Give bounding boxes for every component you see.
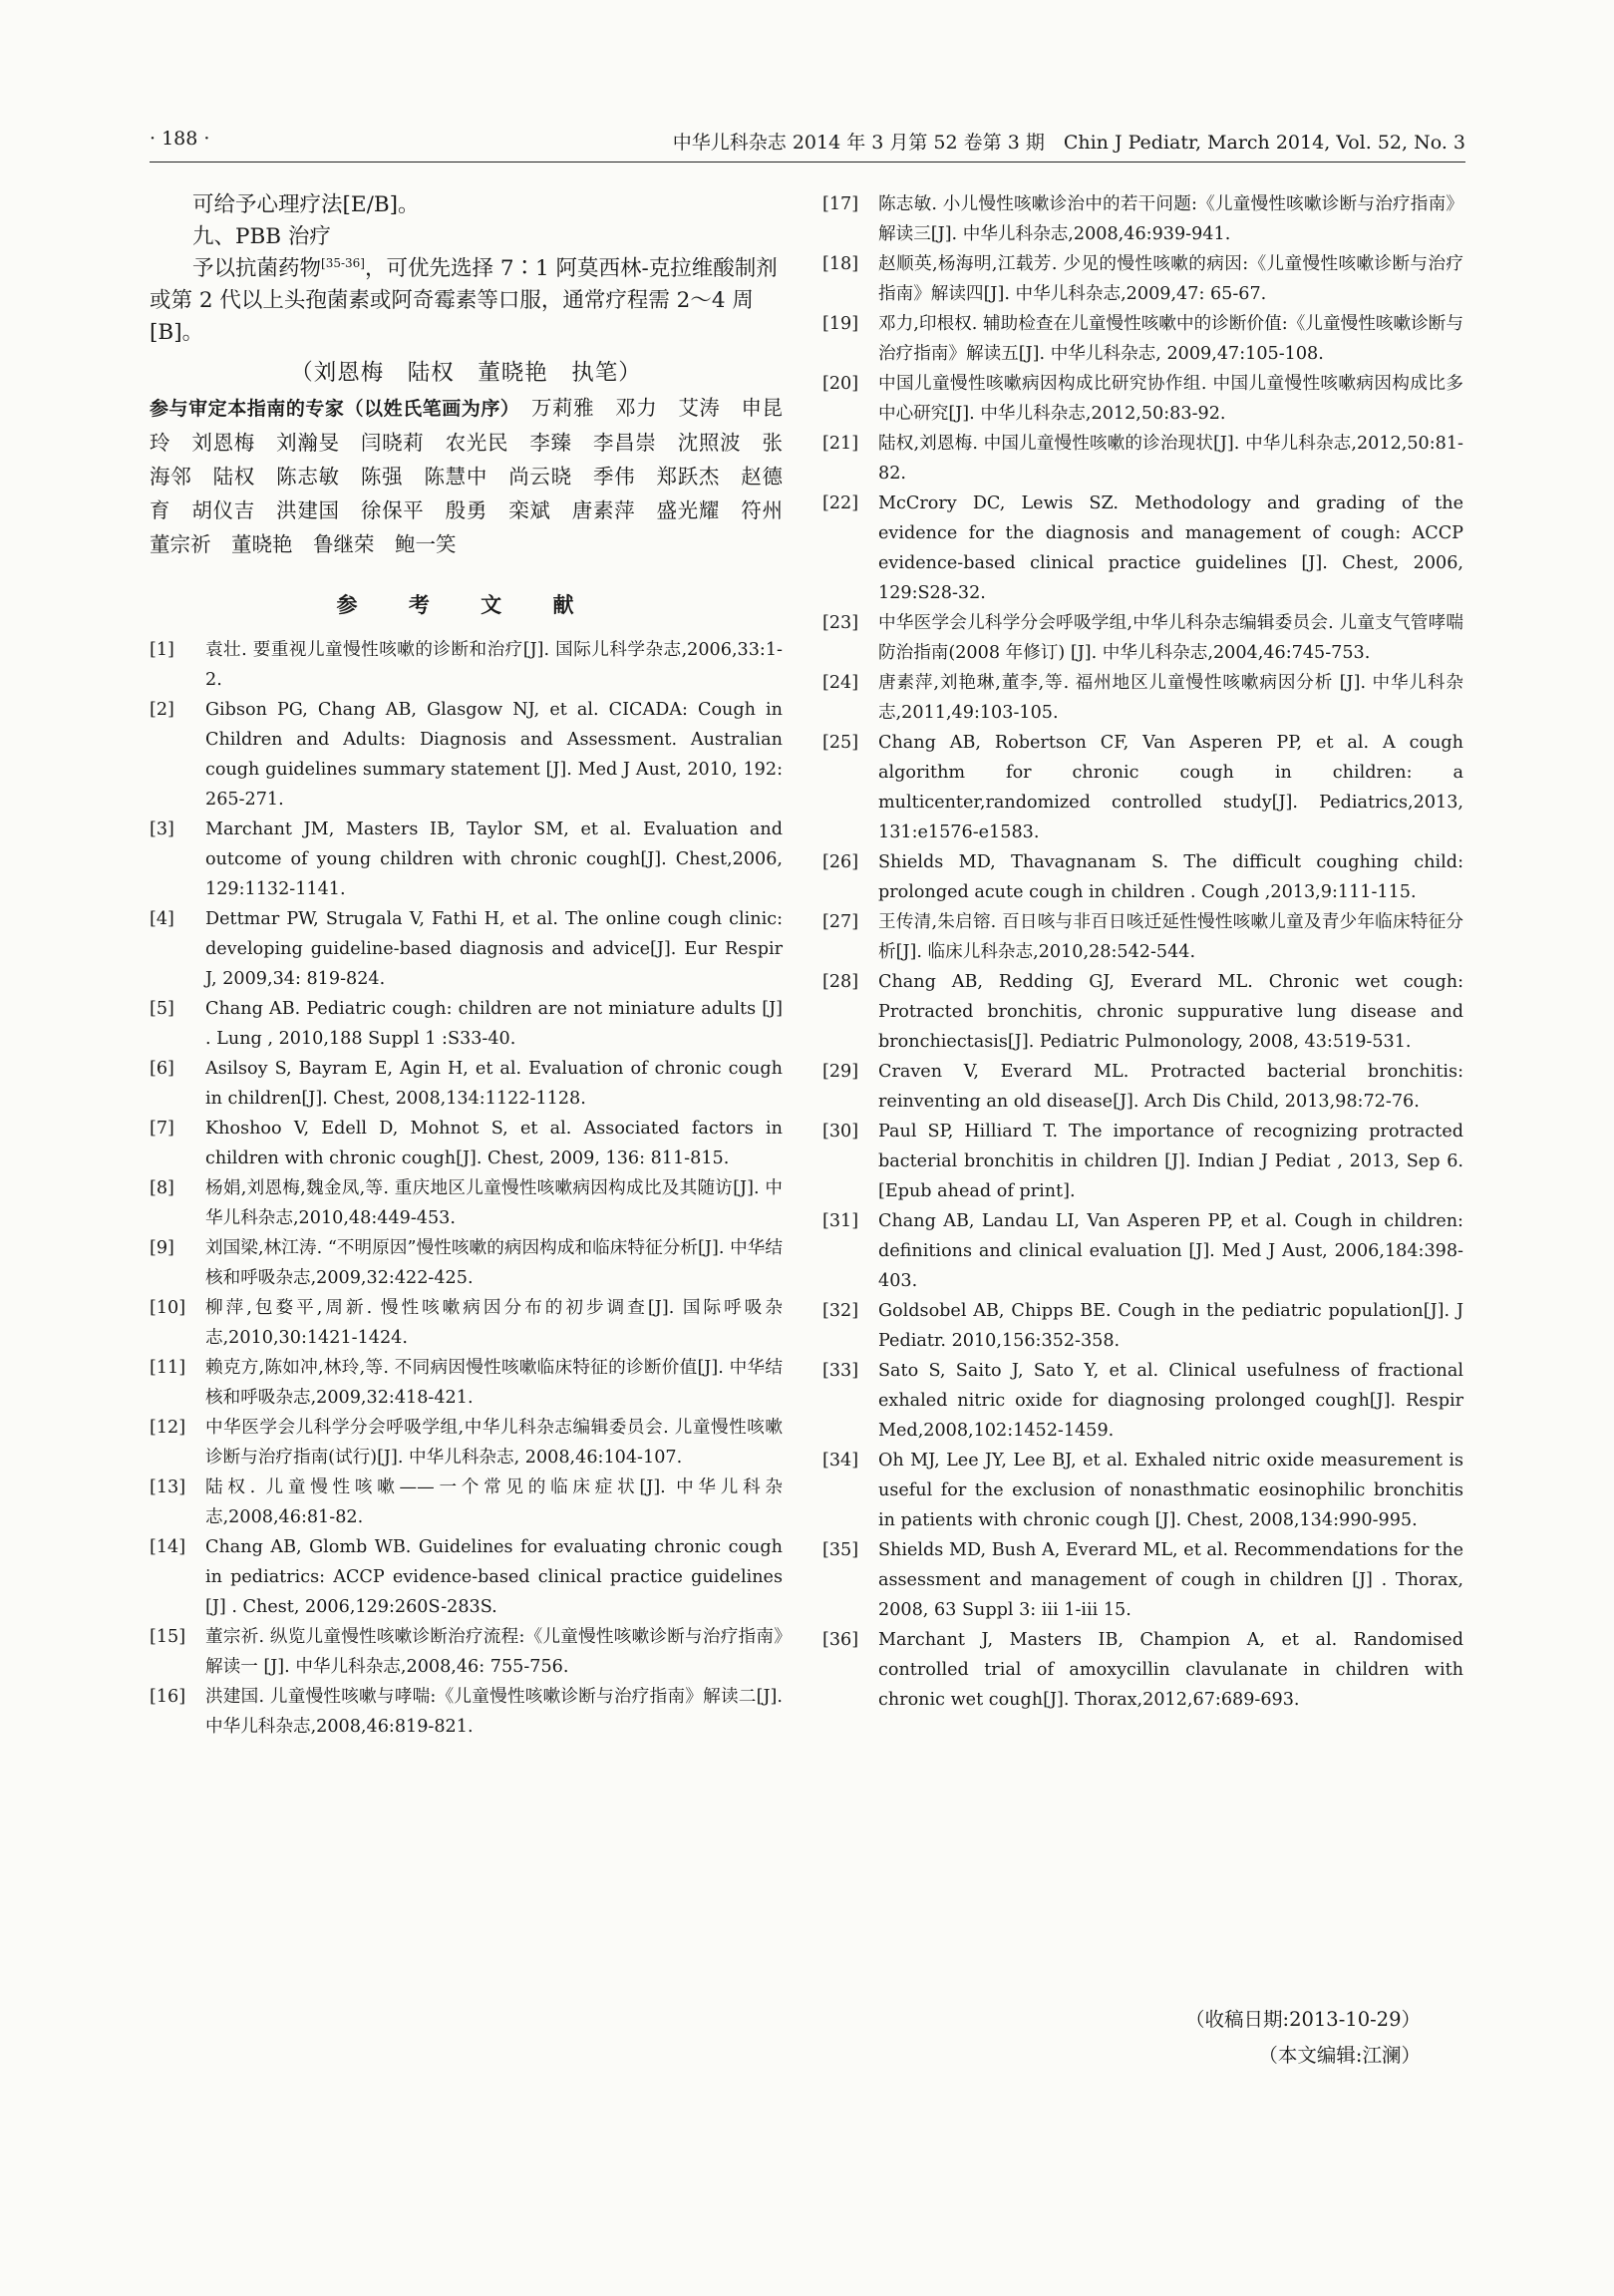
reference-number: [32] xyxy=(822,1301,859,1321)
reference-item xyxy=(822,1446,1463,1535)
reference-number: [9] xyxy=(150,1238,174,1258)
reference-list-left xyxy=(150,635,783,1742)
reference-text: Chang AB, Glomb WB. Guidelines for evaluating chronic cough in pediatrics: ACCP evidence-based clinical practice guidelines [J] . Chest, 2006,129:260S-283S. xyxy=(205,1537,783,1617)
reference-number: [28] xyxy=(822,972,859,992)
reference-number: [5] xyxy=(150,999,174,1019)
writing-authors: （刘恩梅 陆权 董晓艳 执笔） xyxy=(290,360,642,386)
reference-text: 袁壮. 要重视儿童慢性咳嗽的诊断和治疗[J]. 国际儿科学杂志,2006,33:1-2. xyxy=(205,640,783,690)
reference-text: Sato S, Saito J, Sato Y, et al. Clinical usefulness of fractional exhaled nitric oxide for diagnosing prolonged cough[J]. Respir Med,2008,102:1452-1459. xyxy=(878,1361,1463,1441)
reference-number: [14] xyxy=(150,1537,186,1557)
reference-item xyxy=(822,429,1463,489)
reference-item xyxy=(150,1622,783,1682)
reference-item xyxy=(822,249,1463,309)
reference-item xyxy=(150,1114,783,1173)
reference-number: [16] xyxy=(150,1687,186,1707)
reference-text: 中华医学会儿科学分会呼吸学组,中华儿科杂志编辑委员会. 儿童慢性咳嗽诊断与治疗指南(试行)[J]. 中华儿科杂志, 2008,46:104-107. xyxy=(205,1418,783,1468)
reference-text: McCrory DC, Lewis SZ. Methodology and grading of the evidence for the diagnosis and management of cough: ACCP evidence-based clinical practice guidelines [J]. Chest, 2006, 129:S28-32. xyxy=(878,493,1463,603)
reference-number: [26] xyxy=(822,852,859,872)
reference-item xyxy=(150,1054,783,1114)
reference-number: [24] xyxy=(822,673,859,693)
reference-text: 陆权,刘恩梅. 中国儿童慢性咳嗽的诊治现状[J]. 中华儿科杂志,2012,50:81-82. xyxy=(878,434,1463,484)
reference-text: 赖克方,陈如冲,林玲,等. 不同病因慢性咳嗽临床特征的诊断价值[J]. 中华结核和呼吸杂志,2009,32:418-421. xyxy=(205,1358,783,1408)
page-header xyxy=(150,128,1465,163)
reference-number: [27] xyxy=(822,912,859,932)
reference-number: [25] xyxy=(822,733,859,753)
reference-item xyxy=(822,309,1463,369)
reference-item xyxy=(150,695,783,815)
reference-text: Gibson PG, Chang AB, Glasgow NJ, et al. CICADA: Cough in Children and Adults: Diagnosis and Assessment. Australian cough guidelines summary statement [J]. Med J Aust, 2010, 192: 265-271. xyxy=(205,700,783,810)
reference-number: [23] xyxy=(822,613,859,633)
reference-number: [34] xyxy=(822,1451,859,1471)
reference-item xyxy=(822,967,1463,1057)
reference-number: [17] xyxy=(822,194,859,214)
reference-text: Marchant JM, Masters IB, Taylor SM, et al. Evaluation and outcome of young children with chronic cough[J]. Chest,2006, 129:1132-1141. xyxy=(205,820,783,899)
received-date: （收稿日期:2013-10-29） xyxy=(1185,2008,1421,2031)
reference-text: 刘国梁,林江涛. “不明原因”慢性咳嗽的病因构成和临床特征分析[J]. 中华结核和呼吸杂志,2009,32:422-425. xyxy=(205,1238,783,1288)
reference-text: Dettmar PW, Strugala V, Fathi H, et al. The online cough clinic: developing guideline-based diagnosis and advice[J]. Eur Respir J, 2009,34: 819-824. xyxy=(205,909,783,989)
reference-number: [3] xyxy=(150,820,174,839)
reference-number: [15] xyxy=(150,1627,186,1647)
reference-number: [2] xyxy=(150,700,174,720)
reference-number: [11] xyxy=(150,1358,186,1378)
reference-number: [7] xyxy=(150,1119,174,1139)
reference-text: 陆权. 儿童慢性咳嗽——一个常见的临床症状[J]. 中华儿科杂志,2008,46:81-82. xyxy=(205,1477,783,1527)
reference-text: Chang AB. Pediatric cough: children are not miniature adults [J] . Lung , 2010,188 Suppl 1 :S33-40. xyxy=(205,999,783,1049)
reference-number: [22] xyxy=(822,493,859,513)
reference-text: 中国儿童慢性咳嗽病因构成比研究协作组. 中国儿童慢性咳嗽病因构成比多中心研究[J]. 中华儿科杂志,2012,50:83-92. xyxy=(878,374,1463,424)
reference-item xyxy=(822,1535,1463,1625)
reference-item xyxy=(150,1532,783,1622)
reference-item xyxy=(822,1625,1463,1715)
reference-number: [36] xyxy=(822,1630,859,1650)
treatment-text-a: 予以抗菌药物 xyxy=(192,256,322,281)
reference-list-right xyxy=(822,189,1463,1715)
reference-item xyxy=(150,1173,783,1233)
reference-text: Marchant J, Masters IB, Champion A, et al. Randomised controlled trial of amoxycillin clavulanate in children with chronic wet cough[J]. Thorax,2012,67:689-693. xyxy=(878,1630,1463,1710)
reference-number: [31] xyxy=(822,1211,859,1231)
reference-text: 杨娟,刘恩梅,魏金凤,等. 重庆地区儿童慢性咳嗽病因构成比及其随访[J]. 中华儿科杂志,2010,48:449-453. xyxy=(205,1178,783,1228)
reference-text: 董宗祈. 纵览儿童慢性咳嗽诊断治疗流程:《儿童慢性咳嗽诊断与治疗指南》解读一 [J]. 中华儿科杂志,2008,46: 755-756. xyxy=(205,1627,783,1677)
expert-names: 万莉雅 邓力 艾涛 申昆玲 刘恩梅 刘瀚旻 闫晓莉 农光民 李臻 李昌崇 沈照波 张海邻 陆权 陈志敏 陈强 陈慧中 尚云晓 季伟 郑跃杰 赵德育 胡仪吉 洪建国 徐保平 殷勇 栾斌 唐素萍 盛光耀 符州 董宗祈 董晓艳 鲁继荣 鲍一笑 xyxy=(150,396,804,556)
reference-number: [4] xyxy=(150,909,174,929)
reference-text: 柳萍,包婺平,周新. 慢性咳嗽病因分布的初步调查[J]. 国际呼吸杂志,2010,30:1421-1424. xyxy=(205,1298,783,1348)
reference-text: 中华医学会儿科学分会呼吸学组,中华儿科杂志编辑委员会. 儿童支气管哮喘防治指南(2008 年修订) [J]. 中华儿科杂志,2004,46:745-753. xyxy=(878,613,1463,663)
reference-item xyxy=(822,369,1463,429)
reference-text: 王传清,朱启镕. 百日咳与非百日咳迁延性慢性咳嗽儿童及青少年临床特征分析[J]. 临床儿科杂志,2010,28:542-544. xyxy=(878,912,1463,962)
reference-number: [35] xyxy=(822,1540,859,1560)
reference-item xyxy=(150,1413,783,1473)
reference-item xyxy=(822,608,1463,668)
reference-item xyxy=(150,904,783,994)
left-column xyxy=(150,189,804,1742)
reference-number: [29] xyxy=(822,1062,859,1082)
body-paragraph: 可给予心理疗法[E/B]。 xyxy=(192,192,420,217)
reference-text: 陈志敏. 小儿慢性咳嗽诊治中的若干问题:《儿童慢性咳嗽诊断与治疗指南》解读三[J]. 中华儿科杂志,2008,46:939-941. xyxy=(878,194,1463,244)
reference-item xyxy=(150,1682,783,1742)
citation-superscript: [35-36] xyxy=(321,255,365,270)
reference-text: Shields MD, Bush A, Everard ML, et al. Recommendations for the assessment and management of cough in children [J] . Thorax, 2008, 63 Suppl 3: iii 1-iii 15. xyxy=(878,1540,1463,1620)
references-title: 参 考 文 献 xyxy=(336,593,596,617)
reference-item xyxy=(822,907,1463,967)
reference-number: [10] xyxy=(150,1298,186,1318)
page-number: · 188 · xyxy=(150,128,210,150)
reference-number: [13] xyxy=(150,1477,186,1497)
reference-item xyxy=(822,489,1463,608)
reference-item xyxy=(822,1117,1463,1206)
reference-text: Craven V, Everard ML. Protracted bacterial bronchitis: reinventing an old disease[J]. Arch Dis Child, 2013,98:72-76. xyxy=(878,1062,1463,1112)
reference-text: 赵顺英,杨海明,江载芳. 少见的慢性咳嗽的病因:《儿童慢性咳嗽诊断与治疗指南》解读四[J]. 中华儿科杂志,2009,47: 65-67. xyxy=(878,254,1463,304)
reference-item xyxy=(150,994,783,1054)
reference-item xyxy=(822,1296,1463,1356)
reference-text: Chang AB, Landau LI, Van Asperen PP, et al. Cough in children: definitions and clinical evaluation [J]. Med J Aust, 2006,184:398-403. xyxy=(878,1211,1463,1291)
reference-number: [8] xyxy=(150,1178,174,1198)
reference-number: [20] xyxy=(822,374,859,394)
right-column xyxy=(822,189,1463,1715)
reference-item xyxy=(150,815,783,904)
editor-note: （本文编辑:江澜） xyxy=(1258,2044,1421,2067)
reference-text: Khoshoo V, Edell D, Mohnot S, et al. Associated factors in children with chronic cough[J]. Chest, 2009, 136: 811-815. xyxy=(205,1119,783,1168)
reference-number: [12] xyxy=(150,1418,186,1438)
reference-item xyxy=(822,668,1463,728)
journal-citation: 中华儿科杂志 2014 年 3 月第 52 卷第 3 期 Chin J Pediatr, March 2014, Vol. 52, No. 3 xyxy=(672,132,1465,154)
reference-item xyxy=(150,635,783,695)
reference-text: Chang AB, Robertson CF, Van Asperen PP, et al. A cough algorithm for chronic cough in children: a multicenter,randomized controlled study[J]. Pediatrics,2013, 131:e1576-e1583. xyxy=(878,733,1463,842)
reference-number: [30] xyxy=(822,1122,859,1142)
reference-text: Shields MD, Thavagnanam S. The difficult coughing child: prolonged acute cough in children . Cough ,2013,9:111-115. xyxy=(878,852,1463,902)
treatment-text-b: ，可优先选择 7∶1 阿莫西林-克拉维酸制剂或第 2 代以上头孢菌素或阿奇霉素等口服，通常疗程需 2～4 周[B]。 xyxy=(150,256,778,345)
reference-text: Oh MJ, Lee JY, Lee BJ, et al. Exhaled nitric oxide measurement is useful for the exclusion of nonasthmatic eosinophilic bronchitis in patients with chronic cough [J]. Chest, 2008,134:990-995. xyxy=(878,1451,1463,1530)
section-heading: 九、PBB 治疗 xyxy=(192,224,331,249)
reference-item xyxy=(822,1057,1463,1117)
reference-text: Asilsoy S, Bayram E, Agin H, et al. Evaluation of chronic cough in children[J]. Chest, 2008,134:1122-1128. xyxy=(205,1059,783,1109)
reference-item xyxy=(150,1353,783,1413)
reference-item xyxy=(822,847,1463,907)
reference-item xyxy=(822,1356,1463,1446)
reference-text: Goldsobel AB, Chipps BE. Cough in the pediatric population[J]. J Pediatr. 2010,156:352-358. xyxy=(878,1301,1463,1351)
reference-text: 洪建国. 儿童慢性咳嗽与哮喘:《儿童慢性咳嗽诊断与治疗指南》解读二[J]. 中华儿科杂志,2008,46:819-821. xyxy=(205,1687,783,1737)
reference-text: 唐素萍,刘艳琳,董李,等. 福州地区儿童慢性咳嗽病因分析 [J]. 中华儿科杂志,2011,49:103-105. xyxy=(878,673,1463,723)
reference-item xyxy=(150,1473,783,1532)
reference-item xyxy=(822,189,1463,249)
footer-notes xyxy=(822,2002,1421,2074)
treatment-paragraph xyxy=(150,253,783,349)
reference-text: Chang AB, Redding GJ, Everard ML. Chronic wet cough: Protracted bronchitis, chronic suppurative lung disease and bronchiectasis[J]. Pediatric Pulmonology, 2008, 43:519-531. xyxy=(878,972,1463,1052)
reference-number: [33] xyxy=(822,1361,859,1381)
reference-item xyxy=(822,1206,1463,1296)
reference-text: 邓力,印根权. 辅助检查在儿童慢性咳嗽中的诊断价值:《儿童慢性咳嗽诊断与治疗指南》解读五[J]. 中华儿科杂志, 2009,47:105-108. xyxy=(878,314,1463,364)
expert-list xyxy=(150,391,804,561)
reference-number: [1] xyxy=(150,640,174,660)
reference-number: [6] xyxy=(150,1059,174,1079)
expert-list-label: 参与审定本指南的专家（以姓氏笔画为序） xyxy=(150,398,510,420)
reference-item xyxy=(822,728,1463,847)
reference-item xyxy=(150,1293,783,1353)
reference-item xyxy=(150,1233,783,1293)
reference-number: [18] xyxy=(822,254,859,274)
reference-number: [21] xyxy=(822,434,859,454)
reference-text: Paul SP, Hilliard T. The importance of recognizing protracted bacterial bronchitis in children [J]. Indian J Pediat , 2013, Sep 6. [Epub ahead of print]. xyxy=(878,1122,1463,1201)
reference-number: [19] xyxy=(822,314,859,334)
